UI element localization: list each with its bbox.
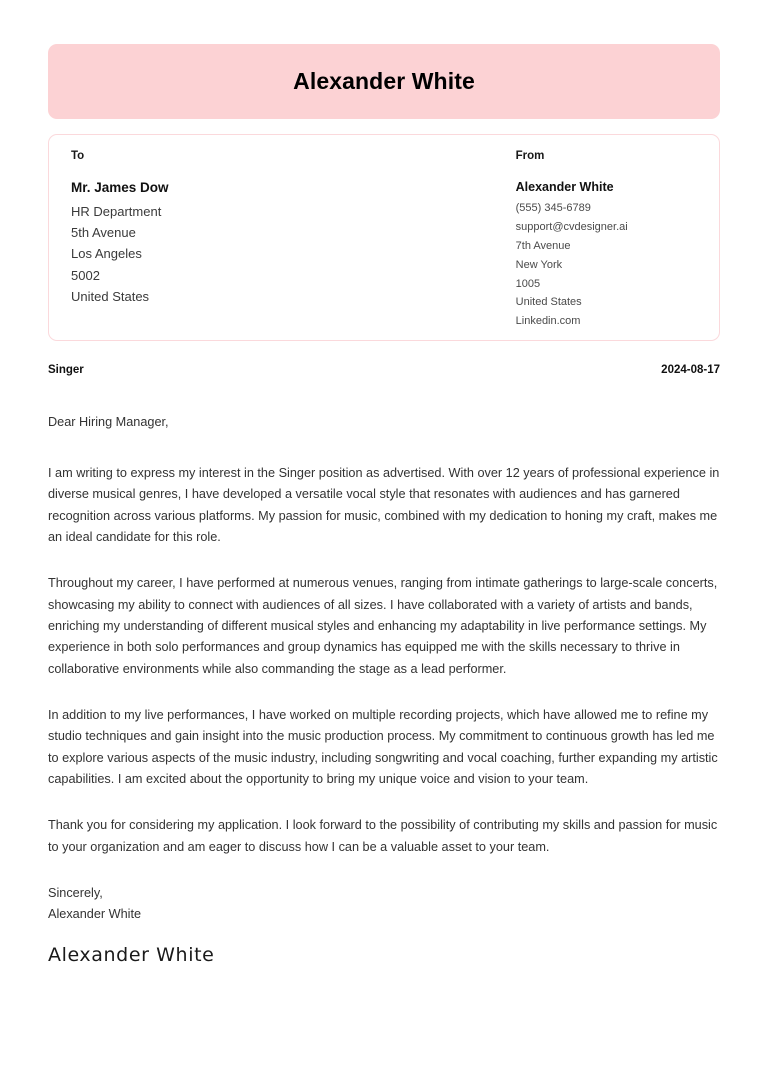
recipient-line: HR Department bbox=[71, 204, 162, 220]
recipient-line: 5th Avenue bbox=[71, 225, 136, 241]
sender-email: support@cvdesigner.ai bbox=[515, 220, 628, 233]
page-title: Alexander White bbox=[293, 68, 475, 94]
sender-column bbox=[503, 135, 719, 340]
letter-paragraph: Thank you for considering my application. I look forward to the possibility of contributing my skills and passion for music to your organization and am eager to discuss how I can be a valuable asset to your team. bbox=[48, 818, 718, 854]
subject-title: Singer bbox=[48, 364, 84, 376]
closing-block bbox=[48, 883, 722, 967]
recipient-label: To bbox=[71, 150, 85, 162]
signature: Alexander White bbox=[48, 944, 215, 967]
letter-date: 2024-08-17 bbox=[661, 364, 720, 376]
letter-paragraph: I am writing to express my interest in the Singer position as advertised. With over 12 years of professional experience in diverse musical genres, I have developed a versatile vocal style that resonates with audiences and has garnered recognition across various platforms. My passion for music, combined with my dedication to honing my craft, makes me an ideal candidate for this role. bbox=[48, 465, 720, 544]
sender-line: 7th Avenue bbox=[515, 239, 571, 252]
sender-line: New York bbox=[515, 258, 563, 271]
sender-name: Alexander White bbox=[515, 179, 614, 194]
recipient-line: 5002 bbox=[71, 267, 100, 283]
sender-phone: (555) 345-6789 bbox=[515, 201, 591, 214]
recipient-name: Mr. James Dow bbox=[71, 179, 169, 195]
header-banner bbox=[48, 44, 720, 119]
sender-label: From bbox=[515, 150, 545, 162]
letter-paragraph: In addition to my live performances, I have worked on multiple recording projects, which have allowed me to refine my studio techniques and gain insight into the music production process. My commitment to continuous growth has led me to explore various aspects of the music industry, including songwriting and vocal coaching, further expanding my artistic capabilities. I am excited about the opportunity to bring my unique voice and vision to your team. bbox=[48, 707, 718, 786]
closing-salutation: Sincerely, bbox=[48, 885, 103, 900]
letter-body bbox=[48, 412, 722, 967]
contact-details-box bbox=[48, 134, 720, 341]
subject-date-row bbox=[48, 364, 720, 378]
recipient-column bbox=[49, 135, 503, 340]
sender-line: United States bbox=[515, 296, 582, 309]
sender-line: 1005 bbox=[515, 277, 541, 290]
sender-website: Linkedin.com bbox=[515, 315, 581, 328]
closing-name: Alexander White bbox=[48, 906, 142, 921]
salutation: Dear Hiring Manager, bbox=[48, 415, 169, 429]
recipient-line: Los Angeles bbox=[71, 246, 142, 262]
recipient-line: United States bbox=[71, 288, 150, 304]
letter-paragraph: Throughout my career, I have performed at numerous venues, ranging from intimate gatherings to large-scale concerts, showcasing my ability to connect with audiences of all sizes. I have collaborated with a variety of artists and bands, enriching my understanding of different musical styles and enhancing my adaptability in live performance settings. My experience in both solo performances and group dynamics has equipped me with the skills necessary to thrive in collaborative environments while also commanding the stage as a lead performer. bbox=[48, 576, 718, 676]
